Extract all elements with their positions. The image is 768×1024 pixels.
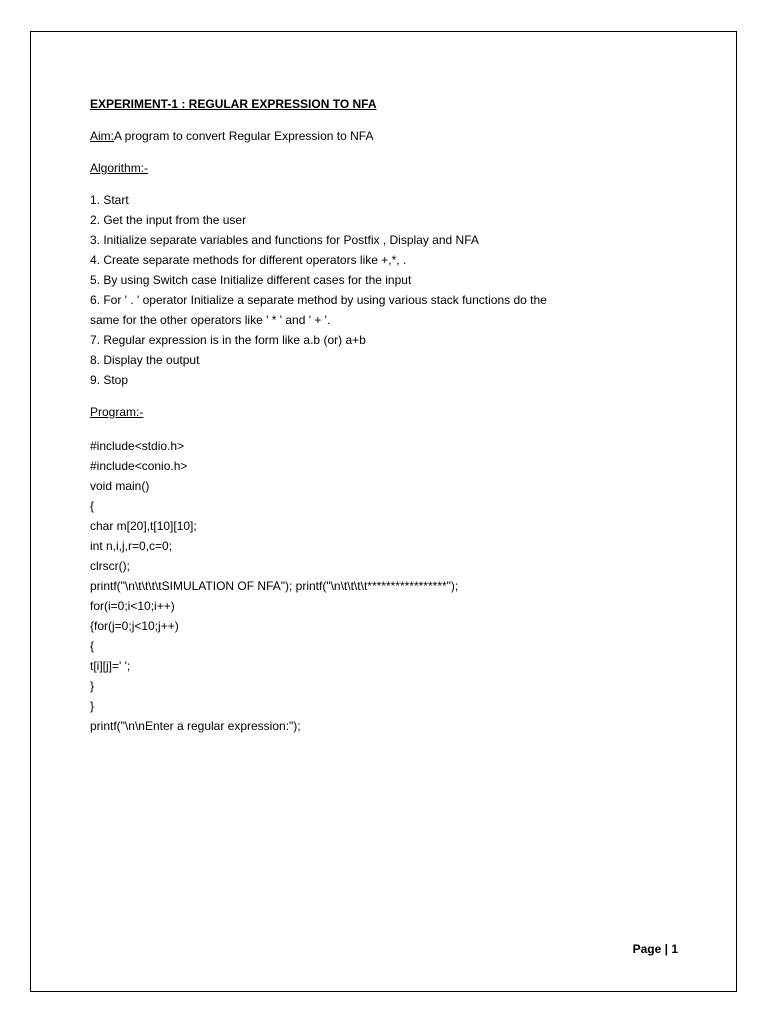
code-line: printf("\n\t\t\t\tSIMULATION OF NFA"); printf("\n\t\t\t\t*****************");: [90, 579, 459, 593]
code-line: printf("\n\nEnter a regular expression:");: [90, 719, 301, 733]
code-line: {: [90, 639, 95, 653]
code-line: #include<conio.h>: [90, 459, 188, 473]
algorithm-step: 2. Get the input from the user: [90, 213, 247, 227]
algorithm-heading: Algorithm:-: [90, 161, 149, 175]
algorithm-steps: [90, 190, 690, 390]
aim-text: A program to convert Regular Expression to NFA: [114, 129, 374, 143]
page-number: Page | 1: [632, 942, 678, 956]
aim-paragraph: [90, 126, 690, 146]
code-block: [90, 436, 690, 736]
algorithm-step: 5. By using Switch case Initialize different cases for the input: [90, 273, 412, 287]
algorithm-step: 6. For ' . ' operator Initialize a separate method by using various stack functions do the: [90, 293, 547, 307]
document-body: [90, 94, 690, 736]
algorithm-step: 7. Regular expression is in the form like a.b (or) a+b: [90, 333, 366, 347]
code-line: int n,i,j,r=0,c=0;: [90, 539, 173, 553]
code-line: {: [90, 499, 95, 513]
algorithm-step: 1. Start: [90, 193, 129, 207]
algorithm-step: 4. Create separate methods for different operators like +,*, .: [90, 253, 407, 267]
algorithm-step: 8. Display the output: [90, 353, 200, 367]
code-line: clrscr();: [90, 559, 130, 573]
program-heading: Program:-: [90, 405, 144, 419]
algorithm-step: 9. Stop: [90, 373, 129, 387]
code-line: {for(j=0;j<10;j++): [90, 619, 179, 633]
code-line: char m[20],t[10][10];: [90, 519, 197, 533]
algorithm-step: same for the other operators like ' * ' and ' + '.: [90, 313, 331, 327]
code-line: for(i=0;i<10;i++): [90, 599, 175, 613]
algorithm-step: 3. Initialize separate variables and functions for Postfix , Display and NFA: [90, 233, 479, 247]
code-line: }: [90, 679, 95, 693]
code-line: #include<stdio.h>: [90, 439, 185, 453]
code-line: t[i][j]=' ';: [90, 659, 131, 673]
code-line: }: [90, 699, 95, 713]
document-title: EXPERIMENT-1 : REGULAR EXPRESSION TO NFA: [90, 97, 377, 111]
aim-label: Aim:: [90, 129, 114, 143]
code-line: void main(): [90, 479, 150, 493]
